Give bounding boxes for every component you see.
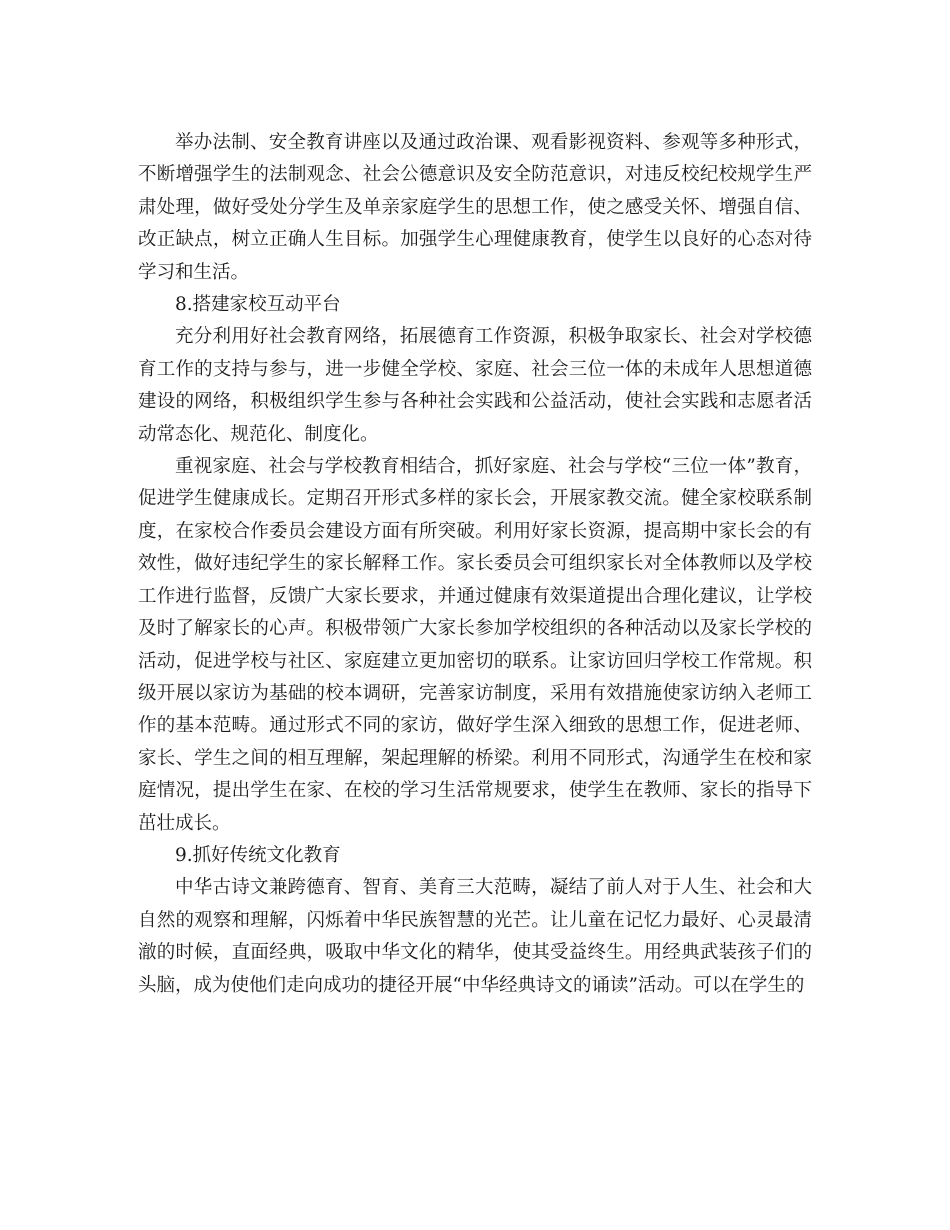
paragraph-safety-education: 举办法制、安全教育讲座以及通过政治课、观看影视资料、参观等多种形式，不断增强学生的法制观念、社会公德意识及安全防范意识，对违反校纪校规学生严肃处理，做好受处分学生及单亲家庭学生的思想工作，使之感受关怀、增强自信、改正缺点，树立正确人生目标。加强学生心理健康教育，使学生以良好的心态对待学习和生活。 <box>138 132 812 283</box>
paragraph-social-network: 充分利用好社会教育网络，拓展德育工作资源，积极争取家长、社会对学校德育工作的支持与参与，进一步健全学校、家庭、社会三位一体的未成年人思想道德建设的网络，积极组织学生参与各种社会实践和公益活动，使社会实践和志愿者活动常态化、规范化、制度化。 <box>138 326 812 445</box>
section-heading-9: 9.抓好传统文化教育 <box>175 844 341 866</box>
section-heading-8: 8.搭建家校互动平台 <box>175 294 341 316</box>
paragraph-traditional-culture: 中华古诗文兼跨德育、智育、美育三大范畴，凝结了前人对于人生、社会和大自然的观察和理解，闪烁着中华民族智慧的光芒。让儿童在记忆力最好、心灵最清澈的时候，直面经典，吸取中华文化的精华，使其受益终生。用经典武装孩子们的头脑，成为使他们走向成功的捷径开展“中华经典诗文的诵读”活动。可以在学生的 <box>138 877 812 996</box>
paragraph-home-school: 重视家庭、社会与学校教育相结合，抓好家庭、社会与学校“三位一体”教育，促进学生健康成长。定期召开形式多样的家长会，开展家教交流。健全家校联系制度，在家校合作委员会建设方面有所突破。利用好家长资源，提高期中家长会的有效性，做好违纪学生的家长解释工作。家长委员会可组织家长对全体教师以及学校工作进行监督，反馈广大家长要求，并通过健康有效渠道提出合理化建议，让学校及时了解家长的心声。积极带领广大家长参加学校组织的各种活动以及家长学校的活动，促进学校与社区、家庭建立更加密切的联系。让家访回归学校工作常规。积级开展以家访为基础的校本调研，完善家访制度，采用有效措施使家访纳入老师工作的基本范畴。通过形式不同的家访，做好学生深入细致的思想工作，促进老师、家长、学生之间的相互理解，架起理解的桥梁。利用不同形式，沟通学生在校和家庭情况，提出学生在家、在校的学习生活常规要求，使学生在教师、家长的指导下茁壮成长。 <box>138 456 812 834</box>
document-body <box>138 127 812 1002</box>
